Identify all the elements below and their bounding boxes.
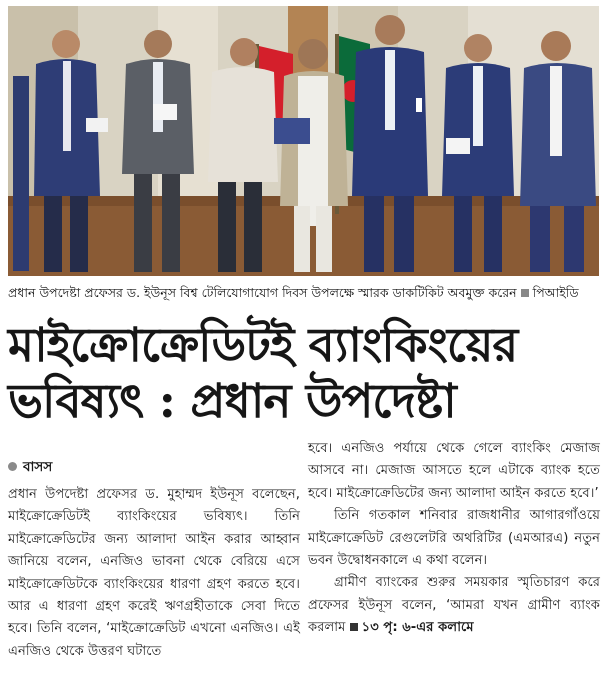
article-column-left [8,456,300,663]
photo-credit: পিআইডি [532,285,579,300]
headline-line-1: মাইক্রোক্রেডিটই ব্যাংকিংয়ের [8,318,518,373]
square-bullet-icon [521,289,529,297]
article-paragraph-text: গ্রামীণ ব্যাংকের শুরুর সময়কার স্মৃতিচারণ করে প্রফেসর ইউনূস বলেন, ‘আমরা যখন গ্রামীণ ব্যাংক করলাম [308,575,600,636]
article-paragraph: হবে। এনজিও পর্যায়ে থেকে গেলে ব্যাংকিং মেজাজ আসবে না। মেজাজ আসতে হলে এটাকে ব্যাংক হতে হবে। মাইক্রোক্রেডিটের জন্য আলাদা আইন করতে হবে।’ [308,441,600,501]
photo-caption [8,282,599,304]
headline [8,318,599,430]
byline-source: বাসস [23,459,53,475]
square-bullet-icon [350,623,358,631]
bullet-dot-icon [8,462,17,471]
news-photo [8,6,599,276]
group-photo-illustration [8,6,599,276]
article-paragraph: তিনি গতকাল শনিবার রাজধানীর আগারগাঁওয়ে মাইক্রোক্রেডিট রেগুলেটরি অথরিটির (এমআরএ) নতুন ভবন উদ্বোধনকালে এ কথা বলেন। [308,508,600,569]
article-paragraph: প্রধান উপদেষ্টা প্রফেসর ড. মুহাম্মদ ইউনূস বলেছেন, মাইক্রোক্রেডিটই ব্যাংকিংয়ের ভবিষ্যৎ। তিনি মাইক্রোক্রেডিটের জন্য আলাদা আইন করার আহ্বান জানিয়ে বলেন, এনজিও ভাবনা থেকে বেরিয়ে এসে মাইক্রোক্রেডিটকে ব্যাংকিংয়ের ধারণা গ্রহণ করতে হবে। আর এ ধারণা গ্রহণ করেই ঋণগ্রহীতাকে সেবা দিতে হবে। তিনি বলেন, ‘মাইক্রোক্রেডিট এখনো এনজিও। এই এনজিও থেকে উত্তরণ ঘটাতে [8,487,300,659]
article-column-right [308,438,600,640]
article-paragraph [308,572,600,639]
byline [8,456,300,478]
continued-on-page[interactable] [350,620,474,635]
jump-label: ১৩ পৃ: ৬-এর কলামে [361,620,474,636]
caption-text: প্রধান উপদেষ্টা প্রফেসর ড. ইউনূস বিশ্ব টেলিযোগাযোগ দিবস উপলক্ষে স্মারক ডাকটিকিট অবমুক্ত করেন [8,285,517,300]
stamp-album-icon [274,118,310,144]
headline-line-2: ভবিষ্যৎ : প্রধান উপদেষ্টা [8,374,456,429]
